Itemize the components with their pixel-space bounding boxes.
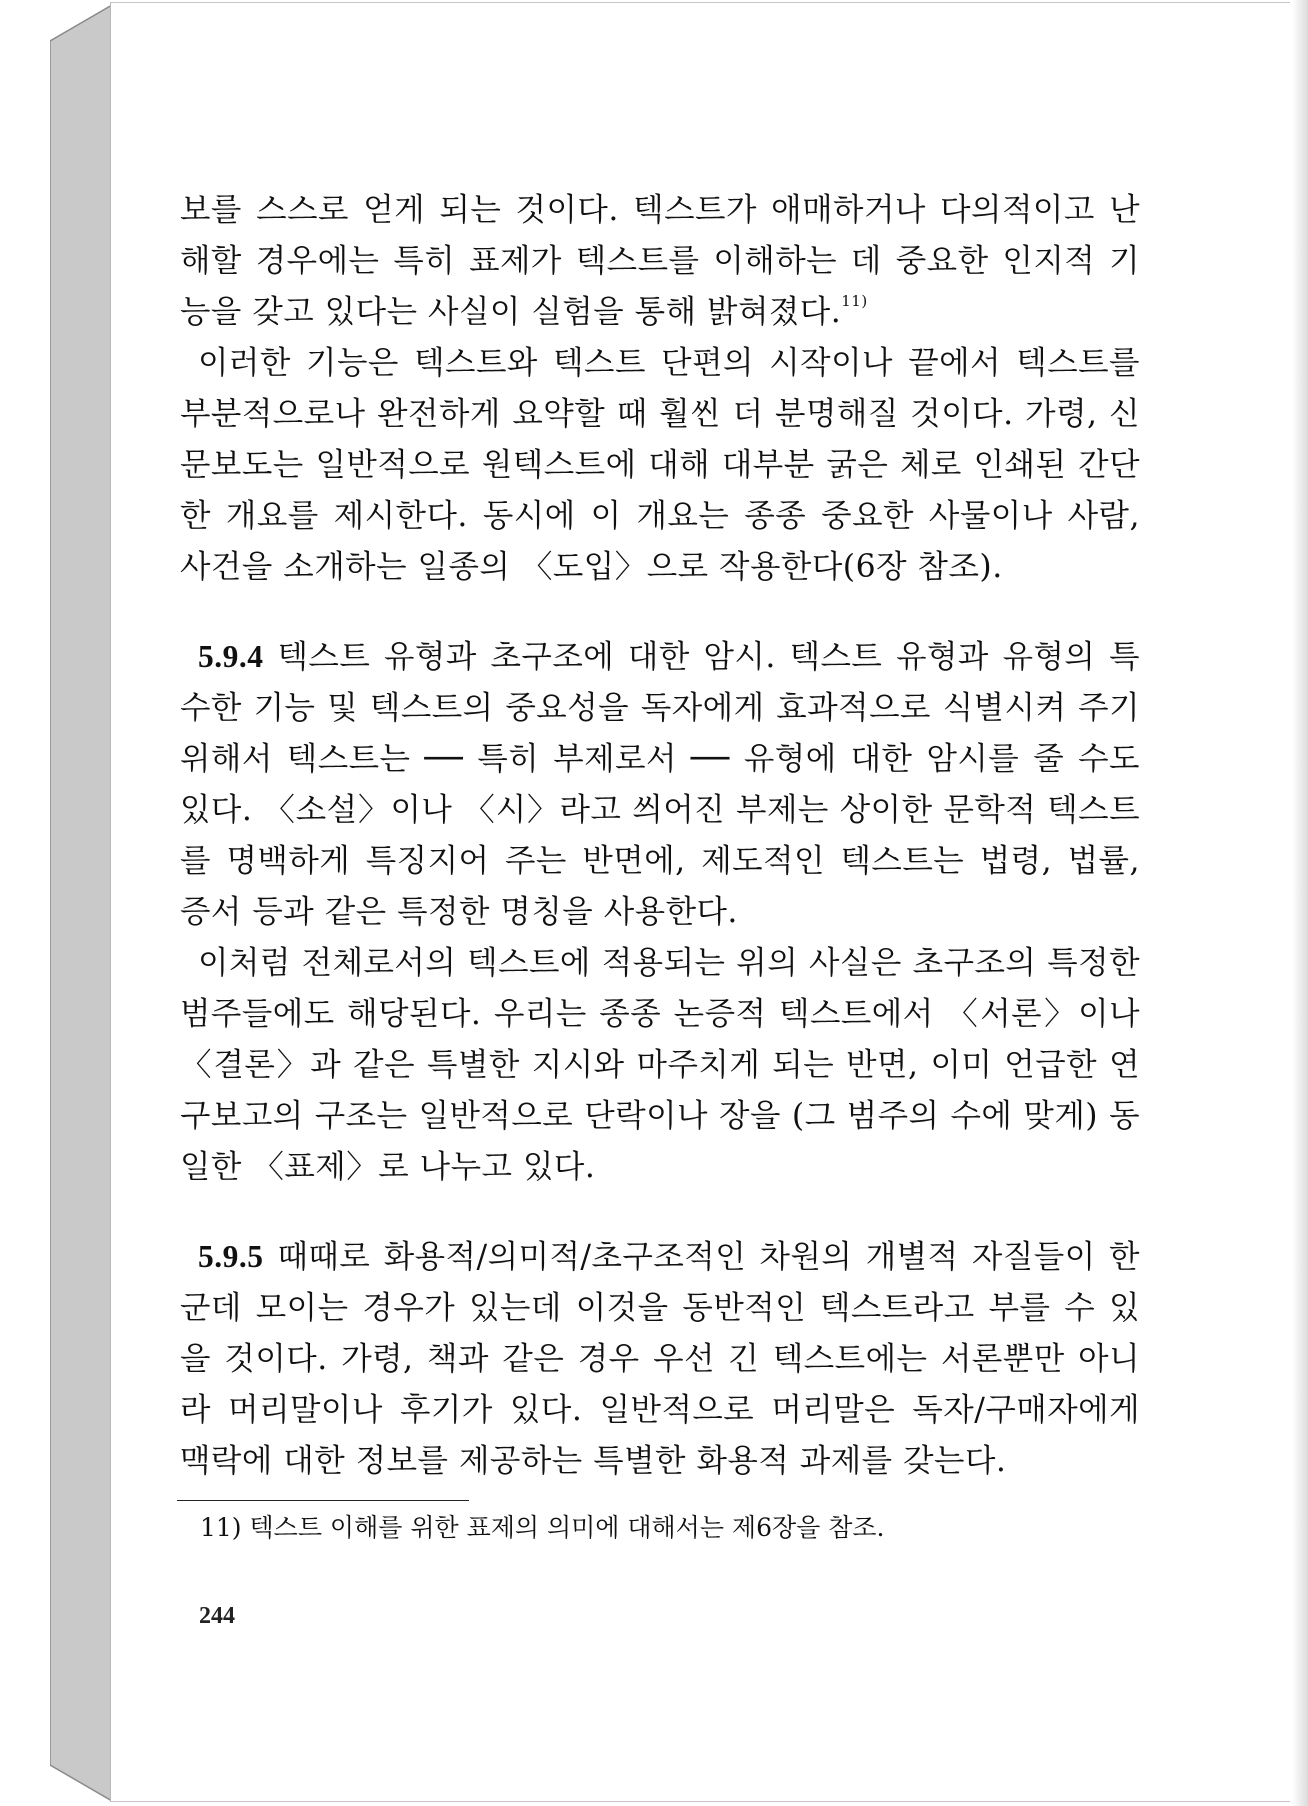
paragraph	[180, 938, 1140, 1193]
paragraph-text: 보를 스스로 얻게 되는 것이다. 텍스트가 애매하거나 다의적이고 난해할 경우에는 특히 표제가 텍스트를 이해하는 데 중요한 인지적 기능을 갖고 있다는 사실이 실험을 통해 밝혀졌다.	[180, 192, 1140, 330]
footnote-reference: 11)	[841, 292, 868, 310]
book-spine	[50, 5, 112, 1801]
body-text	[180, 185, 1140, 1487]
footnote	[200, 1510, 1140, 1546]
page-number: 244	[199, 1603, 235, 1629]
section-text: 텍스트 유형과 초구조에 대한 암시. 텍스트 유형과 유형의 특수한 기능 및 텍스트의 중요성을 독자에게 효과적으로 식별시켜 주기 위해서 텍스트는 ── 특히 부제로서 ── 유형에 대한 암시를 줄 수도 있다. 〈소설〉이나 〈시〉라고 씌어진 부제는 상이한 문학적 텍스트를 명백하게 특징지어 주는 반면에, 제도적인 텍스트는 법령, 법률, 증서 등과 같은 특정한 명칭을 사용한다.	[180, 639, 1140, 930]
section-number: 5.9.4	[198, 639, 264, 674]
paragraph	[180, 338, 1140, 593]
paragraph-text: 이처럼 전체로서의 텍스트에 적용되는 위의 사실은 초구조의 특정한 범주들에도 해당된다. 우리는 종종 논증적 텍스트에서 〈서론〉이나 〈결론〉과 같은 특별한 지시와 마주치게 되는 반면, 이미 언급한 연구보고의 구조는 일반적으로 단락이나 장을 (그 범주의 수에 맞게) 동일한 〈표제〉로 나누고 있다.	[180, 945, 1140, 1185]
paragraph-continued	[180, 185, 1140, 338]
footnote-number: 11)	[200, 1513, 242, 1542]
footnote-divider	[177, 1500, 469, 1501]
section-number: 5.9.5	[198, 1239, 264, 1274]
paragraph-text: 이러한 기능은 텍스트와 텍스트 단편의 시작이나 끝에서 텍스트를 부분적으로나 완전하게 요약할 때 훨씬 더 분명해질 것이다. 가령, 신문보도는 일반적으로 원텍스트에 대해 대부분 굵은 체로 인쇄된 간단한 개요를 제시한다. 동시에 이 개요는 종종 중요한 사물이나 사람, 사건을 소개하는 일종의 〈도입〉으로 작용한다(6장 참조).	[180, 345, 1140, 585]
section-text: 때때로 화용적/의미적/초구조적인 차원의 개별적 자질들이 한군데 모이는 경우가 있는데 이것을 동반적인 텍스트라고 부를 수 있을 것이다. 가령, 책과 같은 경우 우선 긴 텍스트에는 서론뿐만 아니라 머리말이나 후기가 있다. 일반적으로 머리말은 독자/구매자에게 맥락에 대한 정보를 제공하는 특별한 화용적 과제를 갖는다.	[180, 1239, 1140, 1479]
section-5-9-5	[180, 1231, 1140, 1487]
page-edge-shadow	[1292, 0, 1308, 1806]
section-5-9-4	[180, 631, 1140, 938]
footnote-text: 텍스트 이해를 위한 표제의 의미에 대해서는 제6장을 참조.	[249, 1513, 885, 1542]
